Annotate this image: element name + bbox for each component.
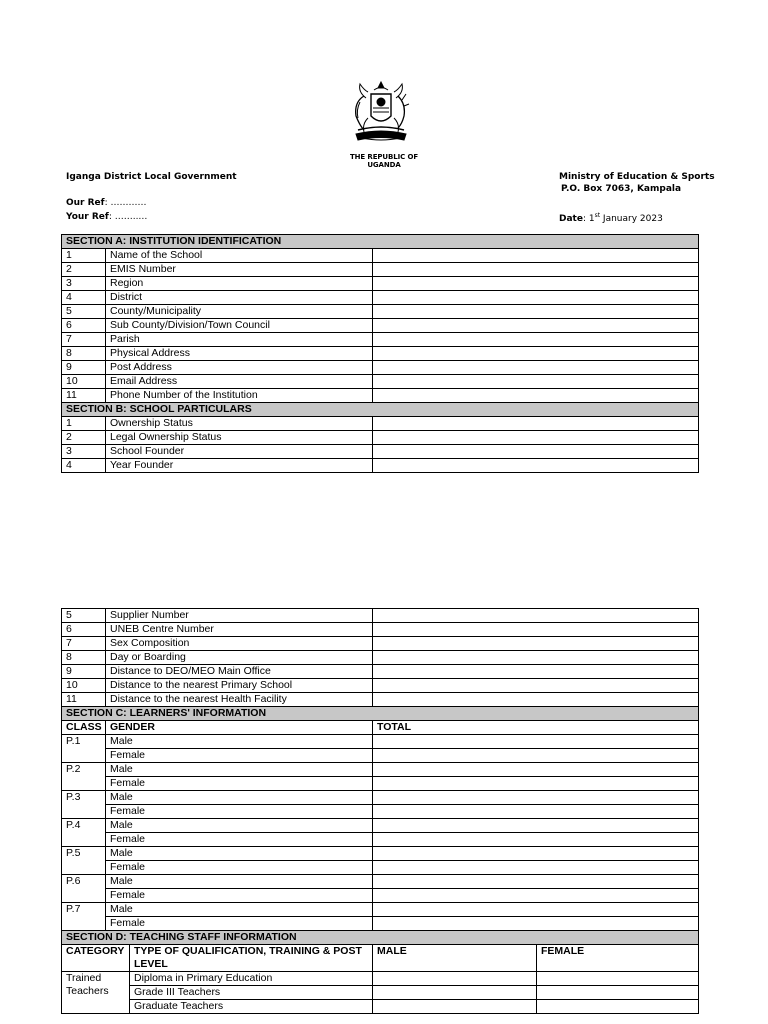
table-row	[62, 249, 699, 263]
class-label: P.5	[62, 847, 106, 875]
field-label: Supplier Number	[106, 609, 373, 623]
table-row	[62, 361, 699, 375]
field-value-cell[interactable]	[373, 389, 699, 403]
field-label: Region	[106, 277, 373, 291]
table-row	[62, 417, 699, 431]
table-row	[62, 431, 699, 445]
row-number: 2	[62, 263, 106, 277]
table-row	[62, 875, 699, 889]
section-header	[62, 403, 699, 417]
row-number: 1	[62, 417, 106, 431]
row-number: 9	[62, 361, 106, 375]
field-label: Distance to the nearest Health Facility	[106, 693, 373, 707]
field-label: Name of the School	[106, 249, 373, 263]
field-value-cell[interactable]	[373, 417, 699, 431]
total-value-cell[interactable]	[373, 819, 699, 833]
class-label: P.6	[62, 875, 106, 903]
total-value-cell[interactable]	[373, 875, 699, 889]
category-column-header: CATEGORY	[62, 945, 130, 972]
gender-female-label: Female	[106, 889, 373, 903]
class-column-header: CLASS	[62, 721, 106, 735]
field-value-cell[interactable]	[373, 459, 699, 473]
class-label: P.7	[62, 903, 106, 931]
field-value-cell[interactable]	[373, 609, 699, 623]
table-row	[62, 791, 699, 805]
gender-male-label: Male	[106, 791, 373, 805]
table-row	[62, 903, 699, 917]
field-label: School Founder	[106, 445, 373, 459]
section-c-title: SECTION C: LEARNERS' INFORMATION	[62, 707, 699, 721]
field-value-cell[interactable]	[373, 445, 699, 459]
gender-female-label: Female	[106, 861, 373, 875]
table-row	[62, 459, 699, 473]
gender-female-label: Female	[106, 833, 373, 847]
table-row	[62, 263, 699, 277]
field-label: UNEB Centre Number	[106, 623, 373, 637]
date-prefix: : 1	[582, 214, 595, 224]
table-row	[62, 847, 699, 861]
field-value-cell[interactable]	[373, 623, 699, 637]
field-value-cell[interactable]	[373, 679, 699, 693]
female-value-cell[interactable]	[537, 972, 699, 986]
our-ref	[66, 198, 147, 208]
female-value-cell[interactable]	[537, 986, 699, 1000]
column-header-row	[62, 721, 699, 735]
table-row	[62, 1000, 699, 1014]
female-column-header: FEMALE	[537, 945, 699, 972]
table-row	[62, 679, 699, 693]
qualification-label: Diploma in Primary Education	[130, 972, 373, 986]
row-number: 7	[62, 637, 106, 651]
qualification-label: Graduate Teachers	[130, 1000, 373, 1014]
table-row	[62, 319, 699, 333]
row-number: 10	[62, 375, 106, 389]
field-value-cell[interactable]	[373, 277, 699, 291]
field-value-cell[interactable]	[373, 637, 699, 651]
table-row	[62, 277, 699, 291]
ministry-name: Ministry of Education & Sports	[559, 172, 715, 182]
table-row	[62, 917, 699, 931]
table-row	[62, 291, 699, 305]
field-value-cell[interactable]	[373, 249, 699, 263]
row-number: 6	[62, 319, 106, 333]
table-row	[62, 445, 699, 459]
table-row	[62, 735, 699, 749]
republic-title: THE REPUBLIC OF UGANDA	[349, 153, 419, 169]
section-b-title: SECTION B: SCHOOL PARTICULARS	[62, 403, 699, 417]
table-row	[62, 623, 699, 637]
field-value-cell[interactable]	[373, 305, 699, 319]
table-row	[62, 333, 699, 347]
form-table-body-2	[62, 609, 699, 1014]
row-number: 9	[62, 665, 106, 679]
field-label: County/Municipality	[106, 305, 373, 319]
table-row	[62, 609, 699, 623]
ministry-address: P.O. Box 7063, Kampala	[561, 184, 682, 194]
class-label: P.3	[62, 791, 106, 819]
field-label: Parish	[106, 333, 373, 347]
row-number: 10	[62, 679, 106, 693]
total-value-cell[interactable]	[373, 889, 699, 903]
your-ref	[66, 212, 147, 222]
date-label: Date	[559, 214, 583, 224]
gender-male-label: Male	[106, 763, 373, 777]
table-row	[62, 972, 699, 986]
field-value-cell[interactable]	[373, 347, 699, 361]
date-sup: st	[594, 212, 601, 219]
field-value-cell[interactable]	[373, 665, 699, 679]
field-value-cell[interactable]	[373, 361, 699, 375]
total-value-cell[interactable]	[373, 833, 699, 847]
date-rest: January 2023	[600, 214, 663, 224]
female-value-cell[interactable]	[537, 1000, 699, 1014]
table-row	[62, 389, 699, 403]
field-label: Year Founder	[106, 459, 373, 473]
table-row	[62, 986, 699, 1000]
total-value-cell[interactable]	[373, 861, 699, 875]
your-ref-label: Your Ref	[66, 212, 109, 222]
row-number: 3	[62, 277, 106, 291]
district-name: Iganga District Local Government	[66, 172, 237, 182]
gender-male-label: Male	[106, 875, 373, 889]
field-label: Distance to DEO/MEO Main Office	[106, 665, 373, 679]
field-label: Day or Boarding	[106, 651, 373, 665]
row-number: 3	[62, 445, 106, 459]
class-label: P.1	[62, 735, 106, 763]
field-label: Legal Ownership Status	[106, 431, 373, 445]
row-number: 8	[62, 651, 106, 665]
category-label: Trained Teachers	[62, 972, 130, 1014]
table-row	[62, 637, 699, 651]
row-number: 8	[62, 347, 106, 361]
total-value-cell[interactable]	[373, 763, 699, 777]
row-number: 2	[62, 431, 106, 445]
total-column-header: TOTAL	[373, 721, 699, 735]
field-label: Distance to the nearest Primary School	[106, 679, 373, 693]
section-header	[62, 931, 699, 945]
total-value-cell[interactable]	[373, 805, 699, 819]
table-row	[62, 777, 699, 791]
our-ref-label: Our Ref	[66, 198, 105, 208]
field-label: Physical Address	[106, 347, 373, 361]
field-value-cell[interactable]	[373, 291, 699, 305]
table-row	[62, 693, 699, 707]
uganda-coat-of-arms-icon	[346, 78, 416, 148]
gender-column-header: GENDER	[106, 721, 373, 735]
letter-date	[559, 212, 663, 224]
total-value-cell[interactable]	[373, 791, 699, 805]
row-number: 5	[62, 609, 106, 623]
row-number: 11	[62, 693, 106, 707]
gender-female-label: Female	[106, 777, 373, 791]
field-value-cell[interactable]	[373, 431, 699, 445]
table-row	[62, 665, 699, 679]
table-row	[62, 375, 699, 389]
table-row	[62, 889, 699, 903]
table-row	[62, 651, 699, 665]
field-value-cell[interactable]	[373, 333, 699, 347]
gender-male-label: Male	[106, 819, 373, 833]
gender-male-label: Male	[106, 903, 373, 917]
field-value-cell[interactable]	[373, 263, 699, 277]
field-value-cell[interactable]	[373, 693, 699, 707]
class-label: P.2	[62, 763, 106, 791]
field-label: Phone Number of the Institution	[106, 389, 373, 403]
table-row	[62, 833, 699, 847]
row-number: 11	[62, 389, 106, 403]
field-label: District	[106, 291, 373, 305]
form-table-page-1	[61, 234, 699, 473]
class-label: P.4	[62, 819, 106, 847]
section-header	[62, 707, 699, 721]
row-number: 4	[62, 291, 106, 305]
field-label: Email Address	[106, 375, 373, 389]
total-value-cell[interactable]	[373, 777, 699, 791]
table-row	[62, 749, 699, 763]
total-value-cell[interactable]	[373, 917, 699, 931]
qualification-label: Grade III Teachers	[130, 986, 373, 1000]
your-ref-value: : ……..…	[108, 212, 148, 222]
qualification-column-header: TYPE OF QUALIFICATION, TRAINING & POST LEVEL	[130, 945, 373, 972]
row-number: 5	[62, 305, 106, 319]
male-value-cell[interactable]	[373, 972, 537, 986]
row-number: 6	[62, 623, 106, 637]
table-row	[62, 819, 699, 833]
row-number: 7	[62, 333, 106, 347]
table-row	[62, 763, 699, 777]
our-ref-value: : …………	[104, 198, 147, 208]
male-value-cell[interactable]	[373, 986, 537, 1000]
gender-female-label: Female	[106, 805, 373, 819]
gender-male-label: Male	[106, 735, 373, 749]
row-number: 1	[62, 249, 106, 263]
field-value-cell[interactable]	[373, 375, 699, 389]
field-label: Ownership Status	[106, 417, 373, 431]
form-table-page-2	[61, 608, 699, 1014]
gender-female-label: Female	[106, 917, 373, 931]
gender-female-label: Female	[106, 749, 373, 763]
field-label: Post Address	[106, 361, 373, 375]
field-value-cell[interactable]	[373, 651, 699, 665]
column-header-row	[62, 945, 699, 972]
male-value-cell[interactable]	[373, 1000, 537, 1014]
male-column-header: MALE	[373, 945, 537, 972]
field-label: Sex Composition	[106, 637, 373, 651]
table-row	[62, 805, 699, 819]
field-label: Sub County/Division/Town Council	[106, 319, 373, 333]
form-table-body-1	[62, 235, 699, 473]
table-row	[62, 347, 699, 361]
field-label: EMIS Number	[106, 263, 373, 277]
total-value-cell[interactable]	[373, 749, 699, 763]
section-header	[62, 235, 699, 249]
table-row	[62, 861, 699, 875]
section-d-title: SECTION D: TEACHING STAFF INFORMATION	[62, 931, 699, 945]
field-value-cell[interactable]	[373, 319, 699, 333]
section-a-title: SECTION A: INSTITUTION IDENTIFICATION	[62, 235, 699, 249]
gender-male-label: Male	[106, 847, 373, 861]
total-value-cell[interactable]	[373, 847, 699, 861]
table-row	[62, 305, 699, 319]
total-value-cell[interactable]	[373, 903, 699, 917]
row-number: 4	[62, 459, 106, 473]
total-value-cell[interactable]	[373, 735, 699, 749]
